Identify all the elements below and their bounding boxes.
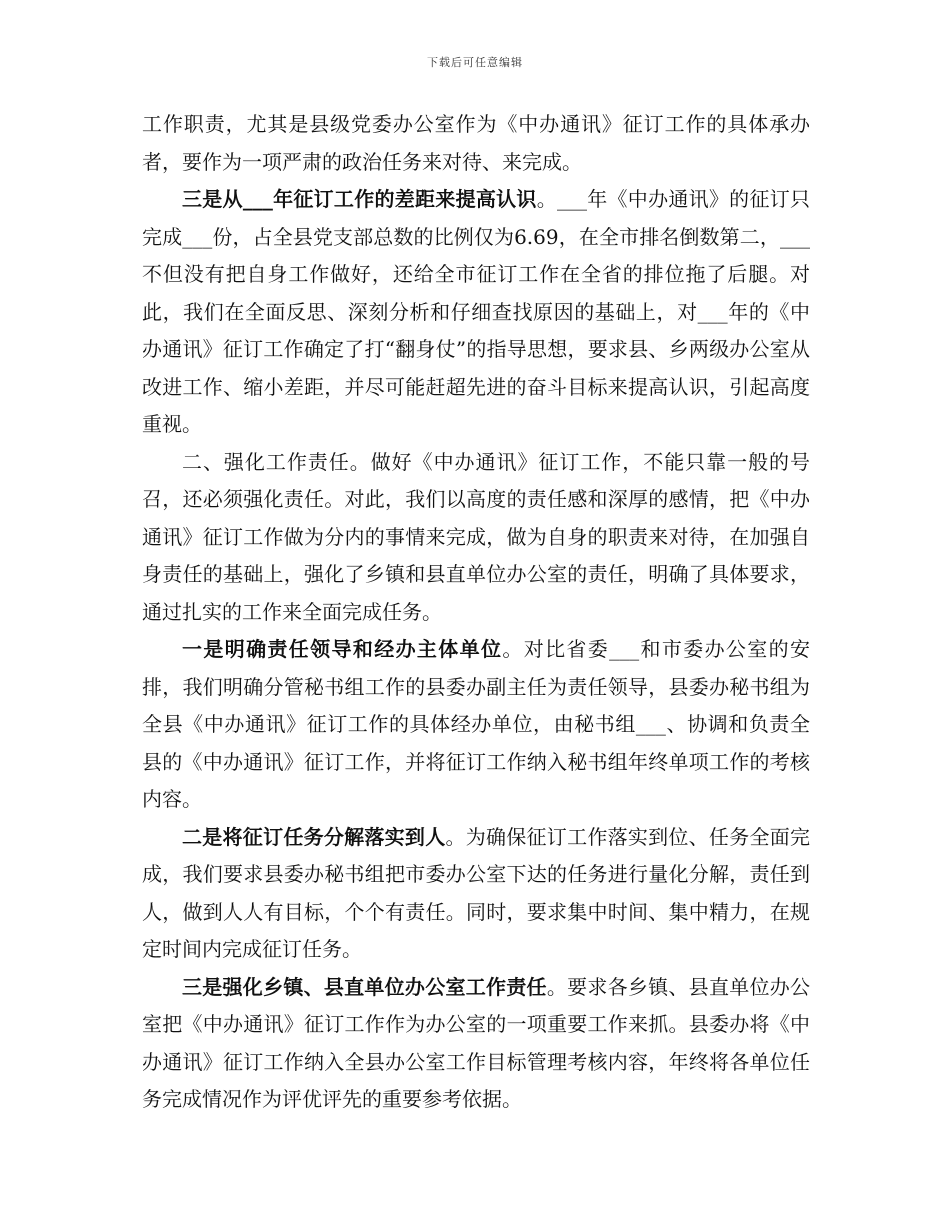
paragraph-lead: 一是明确责任领导和经办主体单位 xyxy=(182,637,503,661)
page-header: 下载后可任意编辑 xyxy=(427,56,523,69)
paragraph-text: 。为确保征订工作落实到位、任务全面完成，我们要求县委办秘书组把市委办公室下达的任务进行量化分解，责任到人，做到人人有目标，个个有责任。同时，要求集中时间、集中精力，在规定时间内完成征订任务。 xyxy=(142,824,811,961)
paragraph-text: 。对比省委___和市委办公室的安排，我们明确分管秘书组工作的县委办副主任为责任领导，县委办秘书组为全县《中办通讯》征订工作的具体经办单位，由秘书组___、协调和负责全县的《中办通讯》征订工作，并将征订工作纳入秘书组年终单项工作的考核内容。 xyxy=(142,637,811,811)
paragraph-point-two xyxy=(142,819,810,969)
paragraph-text: 二、强化工作责任。做好《中办通讯》征订工作，不能只靠一般的号召，还必须强化责任。对此，我们以高度的责任感和深厚的感情，把《中办通讯》征订工作做为分内的事情来完成，做为自身的职责来对待，在加强自身责任的基础上，强化了乡镇和县直单位办公室的责任，明确了具体要求，通过扎实的工作来全面完成任务。 xyxy=(142,449,810,624)
paragraph-point-three-gap xyxy=(142,181,810,444)
paragraph-text: 。___年《中办通讯》的征订只完成___份，占全县党支部总数的比例仅为6.69，在全市排名倒数第二，___不但没有把自身工作做好，还给全市征订工作在全省的排位拖了后腿。对此，我们在全面反思、深刻分析和仔细查找原因的基础上，对___年的《中办通讯》征订工作确定了打“翻身仗”的指导思想，要求县、乡两级办公室从改进工作、缩小差距，并尽可能赶超先进的奋斗目标来提高认识，引起高度重视。 xyxy=(142,187,811,436)
paragraph-text: 。要求各乡镇、县直单位办公室把《中办通讯》征订工作作为办公室的一项重要工作来抓。县委办将《中办通讯》征订工作纳入全县办公室工作目标管理考核内容，年终将各单位任务完成情况作为评优评先的重要参考依据。 xyxy=(142,974,811,1111)
document-body xyxy=(142,106,810,1119)
paragraph-section-two xyxy=(142,444,810,632)
paragraph-text: 工作职责，尤其是县级党委办公室作为《中办通讯》征订工作的具体承办者，要作为一项严肃的政治任务来对待、来完成。 xyxy=(142,112,810,174)
paragraph-point-one xyxy=(142,631,810,819)
paragraph-lead: 二是将征订任务分解落实到人 xyxy=(182,824,446,849)
paragraph-point-three xyxy=(142,969,810,1119)
paragraph-lead: 三是强化乡镇、县直单位办公室工作责任 xyxy=(182,974,547,999)
paragraph-lead: 三是从___年征订工作的差距来提高认识 xyxy=(182,187,537,211)
paragraph-continuation xyxy=(142,106,810,181)
